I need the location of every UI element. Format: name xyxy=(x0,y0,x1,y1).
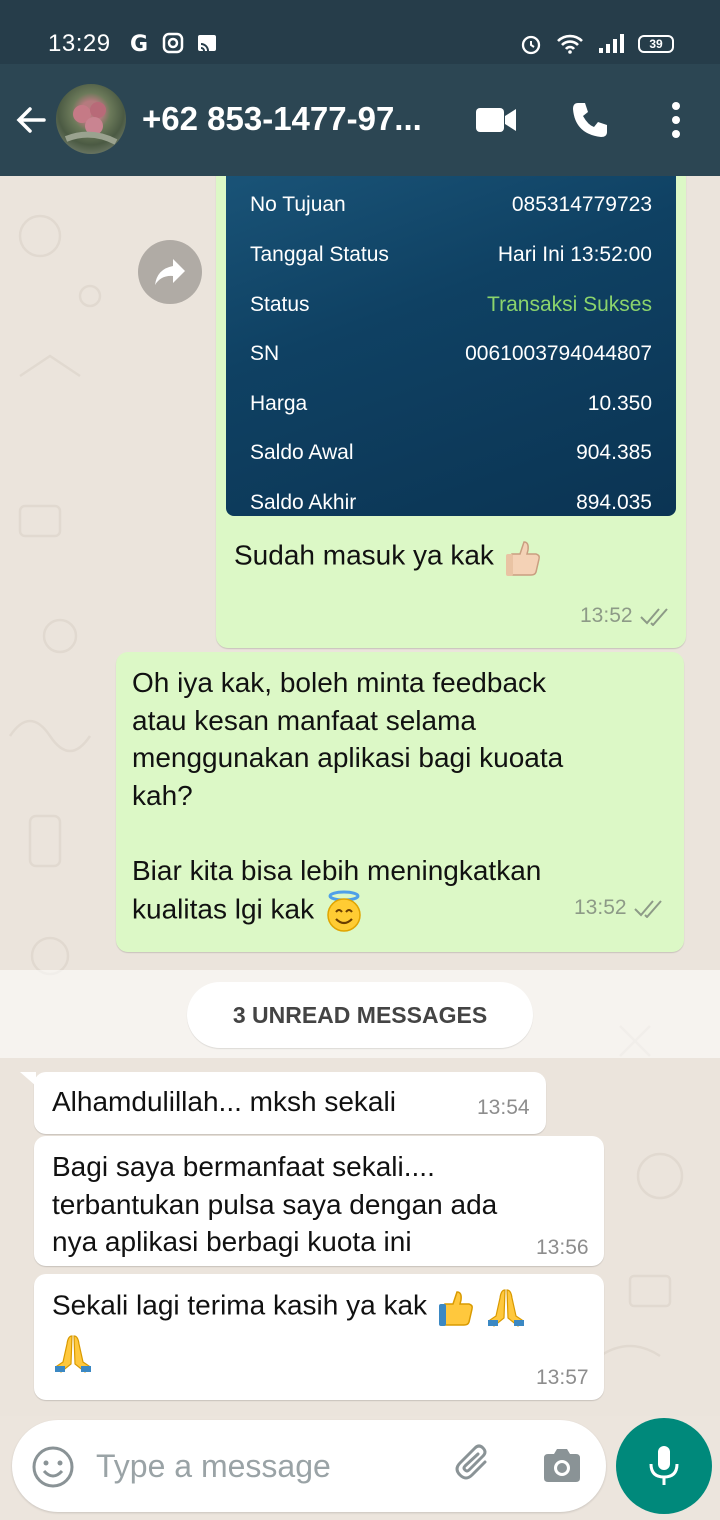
double-check-icon xyxy=(639,606,673,626)
alarm-icon xyxy=(520,33,542,55)
battery-indicator: 39 xyxy=(638,35,674,53)
receipt-row xyxy=(250,193,652,223)
receipt-label: Status xyxy=(250,293,310,316)
cast-icon xyxy=(196,32,218,54)
voice-message-button[interactable] xyxy=(616,1418,712,1514)
incoming-message[interactable] xyxy=(34,1136,604,1266)
message-text xyxy=(52,1148,497,1261)
image-message[interactable] xyxy=(216,176,686,648)
message-time: 13:52 xyxy=(574,896,627,919)
forward-icon xyxy=(153,257,187,287)
folded-hands-emoji-icon xyxy=(485,1286,527,1328)
receipt-label: SN xyxy=(250,342,280,365)
receipt-row xyxy=(250,293,652,323)
image-caption xyxy=(234,536,544,578)
receipt-row xyxy=(250,392,652,422)
receipt-value: 904.385 xyxy=(576,441,652,464)
unread-messages-badge: 3 UNREAD MESSAGES xyxy=(187,982,533,1048)
receipt-status-value: Transaksi Sukses xyxy=(487,293,652,316)
message-time: 13:54 xyxy=(477,1096,530,1119)
outgoing-message[interactable] xyxy=(116,652,684,952)
message-line: kah? xyxy=(132,779,193,811)
chat-header xyxy=(0,64,720,176)
receipt-value: 10.350 xyxy=(587,392,652,415)
receipt-value: 0061003794044807 xyxy=(465,342,652,365)
caption-text: Sudah masuk ya kak xyxy=(234,539,494,571)
double-check-icon xyxy=(633,898,667,918)
receipt-label: Saldo Awal xyxy=(250,441,354,464)
message-line: Oh iya kak, boleh minta feedback xyxy=(132,667,547,698)
incoming-message[interactable] xyxy=(34,1072,546,1134)
phone-call-icon[interactable] xyxy=(570,100,610,140)
message-line: nya aplikasi berbagi kuota ini xyxy=(52,1226,412,1257)
message-line: atau kesan manfaat selama xyxy=(132,704,476,736)
message-meta xyxy=(574,896,667,920)
incoming-message[interactable] xyxy=(34,1274,604,1400)
receipt-image[interactable] xyxy=(226,176,676,516)
instagram-icon xyxy=(162,32,184,54)
message-line: terbantukan pulsa saya dengan ada xyxy=(52,1188,498,1220)
message-time: 13:52 xyxy=(580,604,633,627)
message-line: Sekali lagi terima kasih ya kak xyxy=(52,1289,428,1321)
emoji-line xyxy=(52,1332,527,1374)
receipt-row xyxy=(250,342,652,372)
message-line: kualitas lgi kak xyxy=(132,893,315,925)
folded-hands-emoji-icon xyxy=(52,1332,94,1374)
receipt-label: Harga xyxy=(250,392,308,415)
emoji-icon[interactable] xyxy=(30,1444,76,1490)
receipt-value: Hari Ini 13:52:00 xyxy=(497,243,652,266)
receipt-row xyxy=(250,243,652,273)
attach-icon[interactable] xyxy=(452,1442,498,1488)
thumbs-up-emoji-icon xyxy=(435,1286,477,1328)
google-icon xyxy=(128,32,150,54)
wifi-icon xyxy=(556,34,584,54)
camera-icon[interactable] xyxy=(540,1444,584,1488)
more-options-icon[interactable] xyxy=(666,100,686,140)
microphone-icon xyxy=(646,1444,682,1488)
message-input[interactable] xyxy=(96,1438,436,1494)
thumbs-up-light-emoji-icon xyxy=(502,536,544,578)
flower-photo-icon xyxy=(56,84,126,154)
receipt-value: 085314779723 xyxy=(511,193,652,216)
message-line: menggunakan aplikasi bagi kuoata xyxy=(132,742,564,773)
message-composer xyxy=(12,1420,606,1512)
receipt-value: 894.035 xyxy=(576,491,652,514)
message-text xyxy=(52,1286,527,1374)
receipt-label: Saldo Akhir xyxy=(250,491,357,514)
video-call-icon[interactable] xyxy=(474,104,518,136)
message-line: Biar kita bisa lebih meningkatkan xyxy=(132,854,542,886)
message-time: 13:56 xyxy=(536,1236,589,1259)
receipt-label: No Tujuan xyxy=(250,193,346,216)
message-time: 13:57 xyxy=(536,1366,589,1389)
message-text xyxy=(132,664,662,933)
contact-name[interactable]: +62 853-1477-97... xyxy=(142,100,422,137)
message-meta xyxy=(580,604,673,628)
smiling-halo-emoji-icon xyxy=(322,889,366,933)
back-arrow-icon[interactable] xyxy=(14,102,50,138)
forward-button[interactable] xyxy=(138,240,202,304)
avatar[interactable] xyxy=(56,84,126,154)
status-time: 13:29 xyxy=(48,30,111,57)
message-line: Bagi saya bermanfaat sekali.... xyxy=(52,1151,435,1182)
svg-text:G: G xyxy=(130,32,149,54)
receipt-row xyxy=(250,491,652,516)
blank-line xyxy=(132,814,662,852)
status-bar xyxy=(0,0,720,64)
signal-icon xyxy=(598,34,624,54)
chat-area[interactable] xyxy=(0,176,720,1416)
receipt-label: Tanggal Status xyxy=(250,243,389,266)
message-text: Alhamdulillah... mksh sekali xyxy=(52,1086,396,1117)
receipt-row xyxy=(250,441,652,471)
